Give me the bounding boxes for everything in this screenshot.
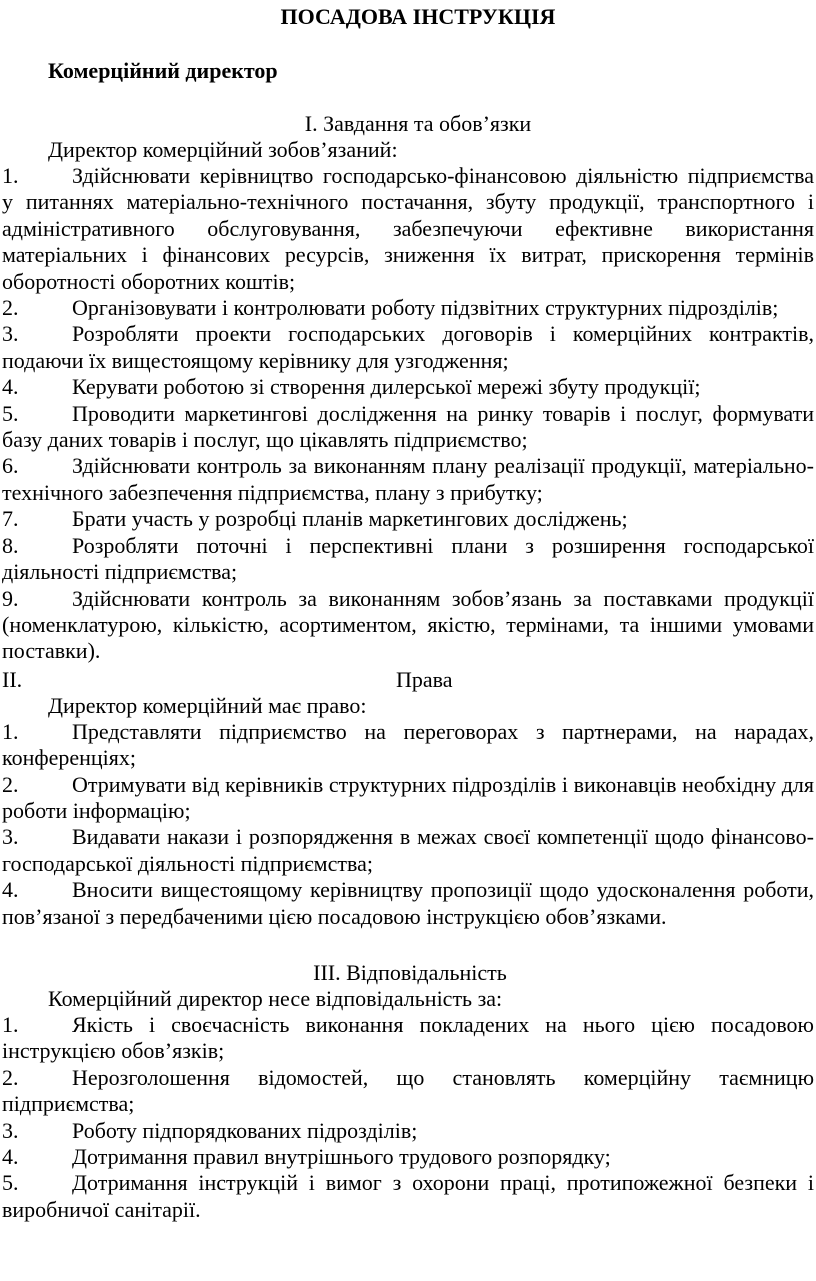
list-item: 4. Керувати роботою зі створення дилерської мережі збуту продукції; xyxy=(2,374,701,400)
list-item: 3. Видавати накази і розпорядження в межах своєї компетенції щодо фінансово-господарської діяльності підприємства; xyxy=(2,824,814,876)
list-item: 6. Здійснювати контроль за виконанням плану реалізації продукції, матеріально-технічного забезпечення підприємства, плану з прибутку; xyxy=(2,453,814,505)
document-body xyxy=(2,111,814,1223)
list-item: 2. Нерозголошення відомостей, що становлять комерційну таємницю підприємства; xyxy=(2,1064,814,1117)
section3-intro: Комерційний директор несе відповідальність за: xyxy=(48,985,503,1011)
list-item: 7. Брати участь у розробці планів маркетингових досліджень; xyxy=(2,506,628,532)
section-spacer xyxy=(2,930,814,960)
list-item: 5. Дотримання інструкцій і вимог з охорони праці, протипожежної безпеки і виробничої санітарії. xyxy=(2,1170,814,1222)
document-title: ПОСАДОВА ІНСТРУКЦІЯ xyxy=(280,4,556,29)
section1-heading: І. Завдання та обов’язки xyxy=(304,111,532,136)
section1-intro: Директор комерційний зобов’язаний: xyxy=(48,137,398,162)
section3-list xyxy=(2,1012,814,1223)
list-item: 9. Здійснювати контроль за виконанням зобов’язань за поставками продукції (номенклатурою, кількістю, асортиментом, якістю, термінами, та іншими умовами поставки). xyxy=(2,585,814,664)
list-item: 4. Вносити вищестоящому керівництву пропозиції щодо удосконалення роботи, пов’язаної з передбаченими цією посадовою інструкцією обов’язками. xyxy=(2,877,814,929)
list-item: 3. Роботу підпорядкованих підрозділів; xyxy=(2,1117,418,1143)
section3-heading: ІІІ. Відповідальність xyxy=(313,959,507,985)
list-item: 2. Отримувати від керівників структурних підрозділів і виконавців необхідну для роботи інформацію; xyxy=(2,771,814,823)
section1-list xyxy=(2,163,814,665)
list-item: 1. Здійснювати керівництво господарсько-фінансовою діяльністю підприємства у питаннях матеріально-технічного постачання, збуту продукції, транспортного і адміністративного обслуговування, забезпечуючи ефективне використання матеріальних і фінансових ресурсів, зниження їх витрат, прискорення термінів оборотності оборотних коштів; xyxy=(2,163,814,294)
document-subtitle: Комерційний директор xyxy=(48,58,278,83)
section2-list xyxy=(2,719,814,930)
section2-heading-row xyxy=(2,667,814,693)
list-item: 8. Розробляти поточні і перспективні плани з розширення господарської діяльності підприємства; xyxy=(2,532,814,585)
list-item: 5. Проводити маркетингові дослідження на ринку товарів і послуг, формувати базу даних товарів і послуг, що цікавлять підприємство; xyxy=(2,400,814,453)
section2-intro: Директор комерційний має право: xyxy=(48,692,367,718)
list-item: 2. Організовувати і контролювати роботу підзвітних структурних підрозділів; xyxy=(2,295,779,321)
section2-roman: ІІ. xyxy=(2,666,23,692)
section2-heading: Права xyxy=(396,666,453,692)
list-item: 4. Дотримання правил внутрішнього трудового розпорядку; xyxy=(2,1144,611,1169)
list-item: 1. Представляти підприємство на переговорах з партнерами, на нарадах, конференціях; xyxy=(2,718,814,771)
list-item: 3. Розробляти проекти господарських договорів і комерційних контрактів, подаючи їх вищестоящому керівнику для узгодження; xyxy=(2,321,814,373)
list-item: 1. Якість і своєчасність виконання покладених на нього цією посадовою інструкцією обов’язків; xyxy=(2,1011,814,1064)
